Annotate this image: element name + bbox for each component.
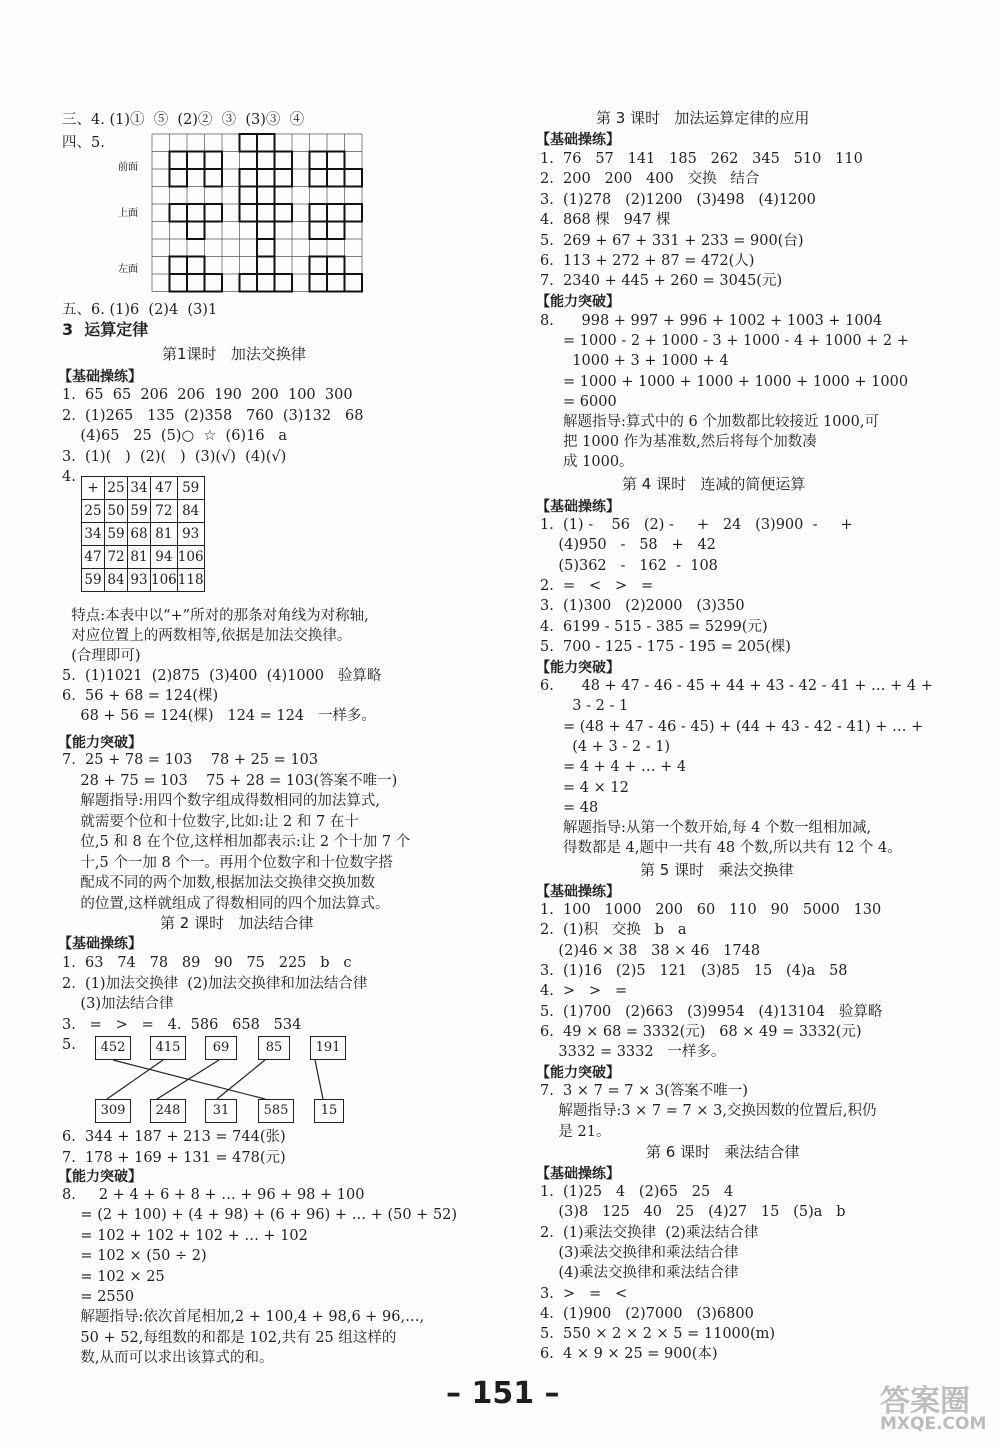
answer-line: 5. bbox=[62, 1037, 76, 1053]
answer-line: 3. (1)16 (2)5 121 (3)85 15 (4)a 58 bbox=[540, 962, 848, 979]
table-cell: 50 bbox=[105, 500, 128, 523]
view-shape-cell bbox=[310, 274, 328, 292]
view-shape-cell bbox=[257, 222, 275, 240]
answer-line: 4. 6199 - 515 - 385 = 5299(元) bbox=[540, 618, 768, 635]
answer-line: 1. 63 74 78 89 90 75 225 b c bbox=[62, 955, 352, 971]
answer-line: 解题指导:依次首尾相加,2 + 100,4 + 98,6 + 96,…, bbox=[62, 1309, 425, 1326]
view-shape-cell bbox=[240, 204, 258, 222]
answer-line: 1000 + 3 + 1000 + 4 bbox=[540, 353, 729, 370]
answer-line: 配成不同的两个加数,根据加法交换律交换加数 bbox=[62, 875, 376, 891]
answer-line: = 4 × 12 bbox=[540, 779, 629, 796]
answer-line: 3. (1)300 (2)2000 (3)350 bbox=[540, 598, 745, 615]
table-cell: 94 bbox=[151, 546, 178, 569]
answer-line: 2. (1)加法交换律 (2)加法交换律和加法结合律 bbox=[62, 975, 368, 992]
view-shape-cell bbox=[310, 222, 328, 240]
three-view-grid-figure bbox=[115, 132, 365, 297]
answer-line: (3)8 125 40 25 (4)27 15 (5)a b bbox=[540, 1204, 846, 1221]
lesson-title: 第 6 课时 乘法结合律 bbox=[646, 1143, 800, 1161]
answer-line: (4 + 3 - 2 - 1) bbox=[540, 738, 671, 755]
view-shape-cell bbox=[345, 204, 363, 222]
lesson-title: 第 2 课时 加法结合律 bbox=[160, 914, 314, 932]
answer-line: 7. 178 + 169 + 131 = 478(元) bbox=[62, 1149, 286, 1166]
view-shape-cell bbox=[240, 274, 258, 292]
answer-line: = 1000 + 1000 + 1000 + 1000 + 1000 + 1000 bbox=[540, 373, 909, 390]
answer-line: 的位置,这样就组成了得数相同的四个加法算式。 bbox=[62, 895, 390, 912]
answer-line: 6. 344 + 187 + 213 = 744(张) bbox=[62, 1129, 286, 1145]
answer-line: 4. > > = bbox=[540, 983, 628, 1000]
answer-line: 6. 49 × 68 = 3332(元) 68 × 49 = 3332(元) bbox=[540, 1023, 862, 1040]
answer-line: 4. bbox=[62, 469, 76, 485]
answer-line: (5)362 - 162 - 108 bbox=[540, 557, 718, 574]
answer-line: 特点:本表中以“+”所对的那条对角线为对称轴, bbox=[62, 608, 369, 624]
section-tag: 【基础操练】 bbox=[58, 369, 142, 385]
answer-line: 1. 65 65 206 206 190 200 100 300 bbox=[62, 387, 353, 403]
view-shape-cell bbox=[327, 169, 345, 187]
answer-line: (合理即可) bbox=[62, 648, 141, 664]
answer-line: 3 - 2 - 1 bbox=[540, 698, 629, 715]
view-label-top: 上面 bbox=[118, 208, 138, 219]
view-shape-cell bbox=[257, 134, 275, 152]
answer-line: 1. (1)25 4 (2)65 25 4 bbox=[540, 1184, 734, 1200]
view-shape-cell bbox=[275, 274, 293, 292]
view-shape-cell bbox=[187, 204, 205, 222]
view-shape-cell bbox=[310, 204, 328, 222]
match-box-bottom: 585 bbox=[258, 1099, 294, 1123]
answer-line: 2. 200 200 400 交换 结合 bbox=[540, 171, 760, 188]
table-cell: 59 bbox=[128, 500, 151, 523]
section-tag: 【能力突破】 bbox=[536, 1065, 620, 1081]
view-shape-cell bbox=[327, 204, 345, 222]
view-shape-cell bbox=[257, 257, 275, 275]
answer-line: 68 + 56 = 124(棵) 124 = 124 一样多。 bbox=[62, 708, 376, 724]
table-cell: 106 bbox=[151, 569, 178, 592]
view-shape-cell bbox=[170, 257, 188, 275]
answer-line: 解题指导:从第一个数开始,每 4 个数一组相加减, bbox=[540, 820, 872, 837]
answer-line: 四、5. bbox=[62, 135, 105, 151]
view-shape-cell bbox=[187, 222, 205, 240]
table-cell: 118 bbox=[177, 569, 204, 592]
answer-line: 位,5 和 8 在个位,这样相加都表示:让 2 个十加 7 个 bbox=[62, 834, 411, 850]
view-shape-cell bbox=[327, 274, 345, 292]
view-shape-cell bbox=[327, 152, 345, 170]
answer-line: 5. 550 × 2 × 2 × 5 = 11000(m) bbox=[540, 1326, 776, 1343]
view-shape-cell bbox=[240, 187, 258, 205]
answer-line: 五、6. (1)6 (2)4 (3)1 bbox=[62, 302, 218, 318]
answer-line: = 2550 bbox=[62, 1289, 135, 1305]
view-shape-cell bbox=[170, 169, 188, 187]
answer-line: 2. (1)乘法交换律 (2)乘法结合律 bbox=[540, 1224, 759, 1241]
table-cell: 68 bbox=[128, 523, 151, 546]
answer-line: 28 + 75 = 103 75 + 28 = 103(答案不唯一) bbox=[62, 772, 398, 789]
lesson-title: 第 4 课时 连减的简便运算 bbox=[622, 475, 806, 493]
watermark-logo: 答案圈 bbox=[880, 1384, 970, 1419]
table-cell: 34 bbox=[82, 523, 105, 546]
table-cell: 84 bbox=[177, 500, 204, 523]
answer-line: 解题指导:3 × 7 = 7 × 3,交换因数的位置后,积仍 bbox=[540, 1103, 877, 1120]
view-shape-cell bbox=[187, 274, 205, 292]
table-cell: 81 bbox=[128, 546, 151, 569]
view-shape-cell bbox=[327, 257, 345, 275]
table-cell: 72 bbox=[105, 546, 128, 569]
match-box-bottom: 248 bbox=[150, 1099, 186, 1123]
answer-line: (4)65 25 (5)○ ☆ (6)16 a bbox=[62, 428, 288, 444]
answer-line: 5. 269 + 67 + 331 + 233 = 900(台) bbox=[540, 232, 804, 249]
view-shape-cell bbox=[257, 274, 275, 292]
answer-line: 6. 48 + 47 - 46 - 45 + 44 + 43 - 42 - 41 + … + 4 + bbox=[540, 678, 933, 694]
table-cell: 59 bbox=[105, 523, 128, 546]
view-shape-cell bbox=[205, 152, 223, 170]
section-tag: 【能力突破】 bbox=[58, 1169, 142, 1185]
answer-line: 2. (1)积 交换 b a bbox=[540, 922, 687, 939]
answer-line: 8. 2 + 4 + 6 + 8 + … + 96 + 98 + 100 bbox=[62, 1187, 365, 1203]
answer-line: 7. 3 × 7 = 7 × 3(答案不唯一) bbox=[540, 1083, 748, 1099]
section-tag: 【能力突破】 bbox=[536, 660, 620, 676]
view-shape-cell bbox=[205, 169, 223, 187]
answer-line: 3332 = 3332 一样多。 bbox=[540, 1044, 726, 1061]
view-shape-cell bbox=[257, 169, 275, 187]
view-shape-cell bbox=[310, 257, 328, 275]
answer-line: (3)乘法交换律和乘法结合律 bbox=[540, 1244, 739, 1261]
view-shape-cell bbox=[240, 169, 258, 187]
answer-line: 把 1000 作为基准数,然后将每个加数凑 bbox=[540, 434, 817, 451]
section-tag: 【基础操练】 bbox=[536, 1166, 620, 1182]
answer-line: = 4 + 4 + … + 4 bbox=[540, 759, 687, 776]
answer-line: 5. (1)1021 (2)875 (3)400 (4)1000 验算略 bbox=[62, 668, 382, 684]
view-shape-cell bbox=[275, 169, 293, 187]
answer-line: = 6000 bbox=[540, 393, 617, 410]
answer-line: 1. (1) - 56 (2) - + 24 (3)900 - + bbox=[540, 517, 853, 533]
section-tag: 【能力突破】 bbox=[58, 735, 142, 751]
answer-line: 就需要个位和十位数字,比如:让 2 和 7 在十 bbox=[62, 813, 359, 830]
answer-line: = (2 + 100) + (4 + 98) + (6 + 96) + … + (50 + 52) bbox=[62, 1207, 458, 1224]
view-shape-cell bbox=[257, 239, 275, 257]
answer-line: 解题指导:用四个数字组成得数相同的加法算式, bbox=[62, 793, 380, 809]
answer-line: (4)950 - 58 + 42 bbox=[540, 537, 716, 554]
answer-line: (4)乘法交换律和乘法结合律 bbox=[540, 1265, 739, 1282]
answer-line: 对应位置上的两数相等,依据是加法交换律。 bbox=[62, 628, 352, 644]
answer-line: 解题指导:算式中的 6 个加数都比较接近 1000,可 bbox=[540, 414, 879, 430]
answer-line: 3. > = < bbox=[540, 1285, 628, 1302]
answer-line: 2. (1)265 135 (2)358 760 (3)132 68 bbox=[62, 407, 364, 424]
watermark-url: MXQE.COM bbox=[880, 1414, 987, 1434]
answer-line: 3. (1)( ) (2)( ) (3)(√) (4)(√) bbox=[62, 448, 287, 465]
section-tag: 【基础操练】 bbox=[536, 884, 620, 900]
answer-line: 2. = < > = bbox=[540, 577, 654, 594]
view-shape-cell bbox=[310, 169, 328, 187]
answer-line: 1. 100 1000 200 60 110 90 5000 130 bbox=[540, 902, 882, 918]
match-box-bottom: 31 bbox=[205, 1099, 237, 1123]
view-shape-cell bbox=[257, 152, 275, 170]
view-shape-cell bbox=[310, 152, 328, 170]
view-shape-cell bbox=[327, 222, 345, 240]
answer-line: = 102 × (50 ÷ 2) bbox=[62, 1248, 207, 1265]
view-label-left: 左面 bbox=[118, 264, 138, 275]
answer-line: 7. 25 + 78 = 103 78 + 25 = 103 bbox=[62, 752, 319, 768]
match-box-top: 415 bbox=[150, 1036, 186, 1060]
table-cell: 59 bbox=[82, 569, 105, 592]
table-cell: 47 bbox=[151, 477, 178, 500]
view-label-front: 前面 bbox=[118, 162, 138, 173]
view-shape-cell bbox=[170, 274, 188, 292]
answer-line: = 48 bbox=[540, 799, 599, 816]
table-cell: 34 bbox=[128, 477, 151, 500]
table-cell: 84 bbox=[105, 569, 128, 592]
answer-line: = (48 + 47 - 46 - 45) + (44 + 43 - 42 - 41) + … + bbox=[540, 718, 924, 735]
view-shape-cell bbox=[275, 152, 293, 170]
match-box-bottom: 309 bbox=[95, 1099, 131, 1123]
answer-line: 数,从而可以求出该算式的和。 bbox=[62, 1350, 274, 1367]
answer-line: (2)46 × 38 38 × 46 1748 bbox=[540, 942, 761, 959]
match-box-top: 85 bbox=[258, 1036, 290, 1060]
answer-line: 成 1000。 bbox=[540, 454, 634, 471]
answer-line: 3. (1)278 (2)1200 (3)498 (4)1200 bbox=[540, 191, 816, 208]
view-shape-cell bbox=[345, 169, 363, 187]
addition-table bbox=[81, 476, 205, 592]
answer-line: 50 + 52,每组数的和都是 102,共有 25 组这样的 bbox=[62, 1329, 397, 1346]
view-shape-cell bbox=[187, 257, 205, 275]
match-box-bottom: 15 bbox=[314, 1099, 344, 1123]
view-shape-cell bbox=[345, 274, 363, 292]
table-cell: 93 bbox=[128, 569, 151, 592]
answer-line: 6. 113 + 272 + 87 = 472(人) bbox=[540, 253, 755, 269]
view-shape-cell bbox=[170, 152, 188, 170]
answer-line: 得数都是 4,题中一共有 48 个数,所以共有 12 个 4。 bbox=[540, 840, 902, 857]
table-cell: + bbox=[82, 477, 105, 500]
view-shape-cell bbox=[205, 274, 223, 292]
table-cell: 72 bbox=[151, 500, 178, 523]
lesson-title: 第 5 课时 乘法交换律 bbox=[640, 861, 794, 879]
answer-line: 1. 76 57 141 185 262 345 510 110 bbox=[540, 151, 863, 167]
match-box-top: 191 bbox=[310, 1036, 346, 1060]
view-shape-cell bbox=[205, 204, 223, 222]
answer-line: (3)加法结合律 bbox=[62, 996, 174, 1012]
page-number: – 151 – bbox=[446, 1376, 560, 1411]
view-shape-cell bbox=[187, 152, 205, 170]
table-cell: 81 bbox=[151, 523, 178, 546]
view-shape-cell bbox=[257, 187, 275, 205]
match-box-top: 69 bbox=[205, 1036, 237, 1060]
section-tag: 【能力突破】 bbox=[536, 294, 620, 310]
answer-line: 6. 4 × 9 × 25 = 900(本) bbox=[540, 1346, 718, 1363]
section-tag: 【基础操练】 bbox=[536, 499, 620, 515]
view-shape-cell bbox=[275, 204, 293, 222]
answer-line: 8. 998 + 997 + 996 + 1002 + 1003 + 1004 bbox=[540, 313, 883, 329]
view-shape-cell bbox=[257, 204, 275, 222]
answer-line: 5. 700 - 125 - 175 - 195 = 205(棵) bbox=[540, 638, 791, 655]
answer-line: 7. 2340 + 445 + 260 = 3045(元) bbox=[540, 273, 783, 290]
match-box-top: 452 bbox=[95, 1036, 131, 1060]
answer-line: 3. = > = 4. 586 658 534 bbox=[62, 1016, 302, 1033]
answer-line: 十,5 个一加 8 个一。再用个位数字和十位数字搭 bbox=[62, 854, 393, 871]
section-title: 3 运算定律 bbox=[62, 320, 149, 339]
answer-line: = 1000 - 2 + 1000 - 3 + 1000 - 4 + 1000 + 2 + bbox=[540, 333, 909, 350]
lesson-title: 第 3 课时 加法运算定律的应用 bbox=[596, 109, 810, 127]
answer-line: 是 21。 bbox=[540, 1123, 611, 1140]
table-cell: 93 bbox=[177, 523, 204, 546]
section-tag: 【基础操练】 bbox=[58, 936, 142, 952]
section-tag: 【基础操练】 bbox=[536, 132, 620, 148]
answer-line: = 102 + 102 + 102 + … + 102 bbox=[62, 1227, 308, 1244]
answer-line: 三、4. (1)① ⑤ (2)② ③ (3)③ ④ bbox=[62, 112, 305, 128]
answer-line: 6. 56 + 68 = 124(棵) bbox=[62, 688, 219, 704]
view-shape-cell bbox=[170, 204, 188, 222]
table-cell: 25 bbox=[82, 500, 105, 523]
view-shape-cell bbox=[240, 134, 258, 152]
table-cell: 47 bbox=[82, 546, 105, 569]
answer-line: 4. (1)900 (2)7000 (3)6800 bbox=[540, 1305, 754, 1322]
table-cell: 106 bbox=[177, 546, 204, 569]
answer-line: 5. (1)700 (2)663 (3)9954 (4)13104 验算略 bbox=[540, 1003, 883, 1020]
answer-line: = 102 × 25 bbox=[62, 1268, 165, 1285]
table-cell: 25 bbox=[105, 477, 128, 500]
lesson-title: 第1课时 加法交换律 bbox=[162, 345, 306, 363]
answer-line: 4. 868 棵 947 棵 bbox=[540, 212, 671, 229]
table-cell: 59 bbox=[177, 477, 204, 500]
